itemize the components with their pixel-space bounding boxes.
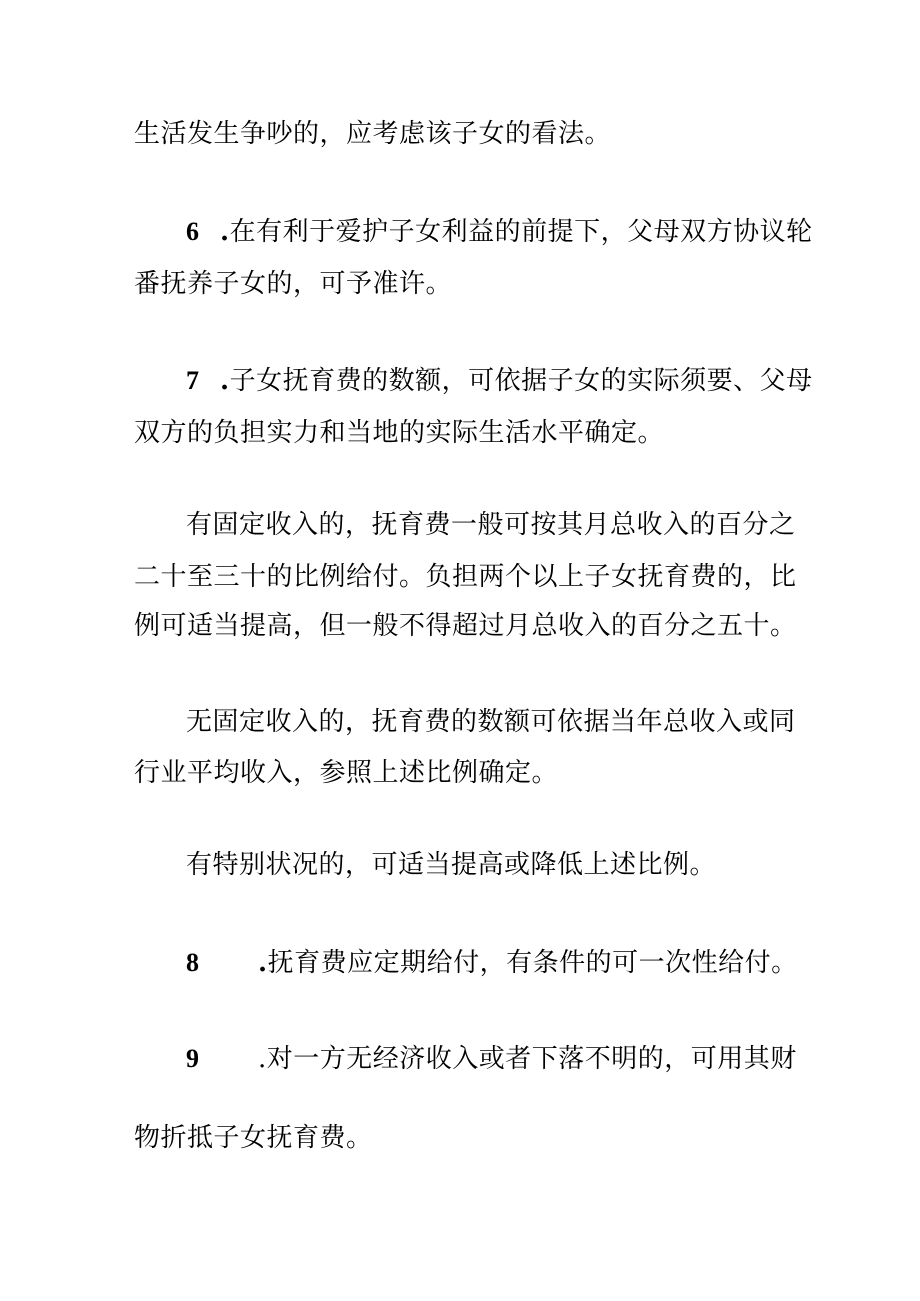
item-separator: .: [220, 217, 230, 247]
paragraph-line: 无固定收入的，抚育费的数额可依据当年总收入或同: [186, 707, 796, 737]
paragraph-line: 行业平均收入，参照上述比例确定。: [134, 758, 559, 788]
item-9-line-2: 物折抵子女抚育费。: [134, 1123, 373, 1153]
paragraph-line: 二十至三十的比例给付。负担两个以上子女抚育费的，比: [134, 562, 797, 592]
item-number: 6: [186, 217, 200, 246]
text-line: 生活发生争吵的，应考虑该子女的看法。: [134, 119, 612, 149]
paragraph-line: 有固定收入的，抚育费一般可按其月总收入的百分之: [186, 510, 796, 540]
item-separator: .: [258, 1044, 267, 1074]
item-text: 对一方无经济收入或者下落不明的，可用其财: [266, 1044, 797, 1074]
item-number: 9: [186, 1044, 200, 1073]
item-separator: .: [258, 948, 268, 978]
item-6-line-1: [186, 215, 813, 249]
paragraph-line: 例可适当提高，但一般不得超过月总收入的百分之五十。: [134, 611, 797, 641]
item-6-line-2: 番抚养子女的，可予准许。: [134, 269, 453, 299]
item-7-line-2: 双方的负担实力和当地的实际生活水平确定。: [134, 418, 665, 448]
item-number: 8: [186, 948, 200, 977]
item-text: 子女抚育费的数额，可依据子女的实际须要、父母: [229, 366, 813, 396]
paragraph-line: 有特别状况的，可适当提高或降低上述比例。: [186, 850, 717, 880]
item-separator: .: [220, 366, 230, 396]
item-text: 在有利于爱护子女利益的前提下，父母双方协议轮: [229, 217, 813, 247]
item-text: 抚育费应定期给付，有条件的可一次性给付。: [267, 948, 798, 978]
item-number: 7: [186, 366, 200, 395]
item-7-line-1: [186, 364, 813, 398]
item-9-line-1: [186, 1042, 797, 1076]
item-8-line-1: [186, 946, 798, 980]
